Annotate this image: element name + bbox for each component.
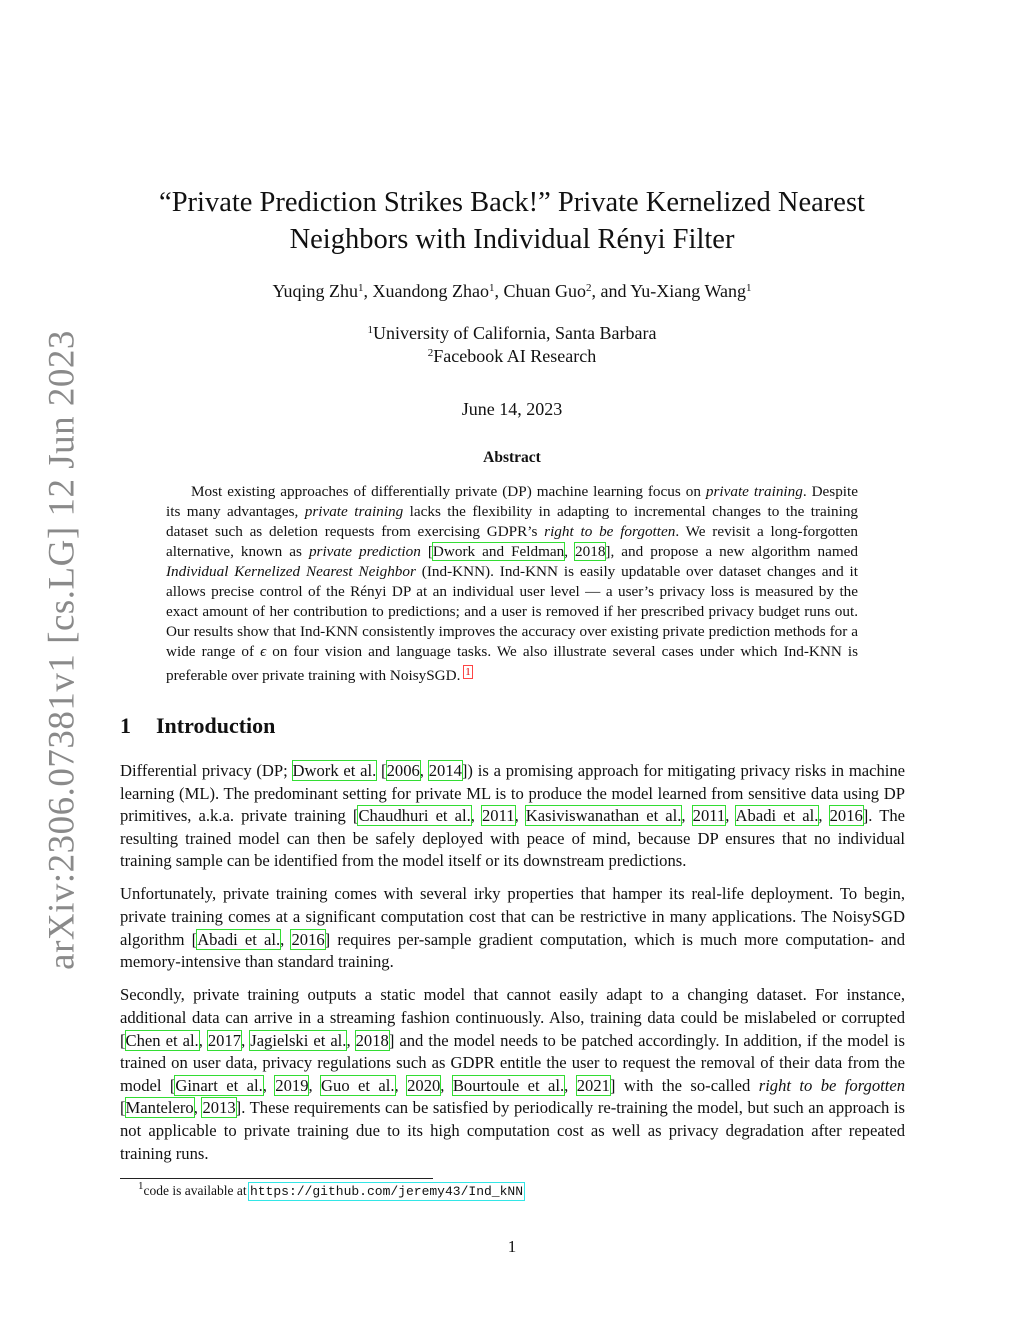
section-number: 1 <box>120 713 131 738</box>
paragraph: Differential privacy (DP; Dwork et al. [2006, 2014]) is a promising approach for mitigating privacy risks in machine learning (ML). The predominant setting for private ML is to produce the model learned from sensitive data using DP primitives, a.k.a. private training [Chaudhuri et al., 2011, Kasiviswanathan et al., 2011, Abadi et al., 2016]. The resulting trained model can then be safely deployed with peace of mind, because DP ensures that no individual training sample can be identified from the model itself or its downstream predictions. <box>120 761 906 871</box>
citation-link[interactable]: Mantelero <box>125 1098 194 1118</box>
citation-link[interactable]: 2011 <box>481 806 515 826</box>
citation-link[interactable]: Kasiviswanathan et al. <box>525 806 682 826</box>
author-list: Yuqing Zhu$^1$, Xuandong Zhao$^1$, Chuan Guo$^2$, and Yu-Xiang Wang$^1$ <box>272 281 752 301</box>
citation-link[interactable]: 2019 <box>275 1075 309 1095</box>
abstract-heading: Abstract <box>483 449 541 466</box>
page-number: 1 <box>507 1237 517 1256</box>
body-text <box>120 760 905 1176</box>
citation-link[interactable]: Dwork et al. <box>292 761 377 780</box>
section-title: Introduction <box>156 713 276 738</box>
affiliations <box>0 322 1024 368</box>
citation-link[interactable]: 2017 <box>207 1030 242 1050</box>
arxiv-identifier: arXiv:2306.07381v1 [cs.LG] 12 Jun 2023 <box>41 330 83 970</box>
paper-title: “Private Prediction Strikes Back!” Private Kernelized Nearest Neighbors with Individual Rényi Filter <box>159 187 865 255</box>
citation-link[interactable]: 2016 <box>829 806 863 826</box>
citation-link[interactable]: Chen et al. <box>125 1030 199 1050</box>
author-name: Xuandong Zhao <box>372 281 489 301</box>
author-affiliation-mark: 1 <box>357 282 364 294</box>
code-url-link[interactable]: https://github.com/jeremy43/Ind_kNN <box>249 1184 523 1199</box>
paragraph: Unfortunately, private training comes with several irky properties that hamper its real-life deployment. To begin, private training comes at a significant computation cost that can be restrictive in many applications. The NoisySGD algorithm [Abadi et al., 2016] requires per-sample gradient computation, which is much more computation- and memory-intensive than standard training. <box>120 884 906 972</box>
footnote: $^1$code is available at https://github.com/jeremy43/Ind_kNN <box>138 1180 523 1199</box>
citation-link[interactable]: 2016 <box>291 929 325 949</box>
citation-link[interactable]: Dwork and Feldman <box>432 543 565 560</box>
citation-link[interactable]: Ginart et al. <box>175 1075 263 1095</box>
citation-link[interactable]: 2013 <box>202 1098 236 1118</box>
citation-link[interactable]: 2018 <box>575 543 606 560</box>
abstract-text: Most existing approaches of differentially private (DP) machine learning focus on private training. Despite its many advantages, private training lacks the flexibility in adapting to incremental changes to the training dataset such as deletion requests from exercising GDPR’s right to be forgotten. We revisit a long-forgotten alternative, known as private prediction [Dwork and Feldman, 2018], and propose a new algorithm named Individual Kernelized Nearest Neighbor (Ind-KNN). Ind-KNN is easily updatable over dataset changes and it allows precise control of the Rényi DP at an individual user level — a user’s privacy loss is measured by the exact amount of her contribution to predictions; and a user is removed if her prescribed privacy budget runs out. Our results show that Ind-KNN consistently improves the accuracy over existing private prediction methods for a wide range of ϵ on four vision and language tasks. We also illustrate several cases under which Ind-KNN is preferable over private training with NoisySGD. $^1$ <box>166 483 859 684</box>
author-affiliation-mark: 2 <box>585 282 592 294</box>
citation-link[interactable]: Abadi et al. <box>197 929 281 949</box>
citation-link[interactable]: 2018 <box>355 1030 389 1050</box>
citation-link[interactable]: Bourtoule et al. <box>452 1075 565 1095</box>
citation-link[interactable]: Abadi et al. <box>735 806 819 826</box>
citation-link[interactable]: 2011 <box>692 806 726 826</box>
footnote-mark: 1 <box>138 1180 144 1192</box>
section-heading <box>120 713 275 739</box>
footnote-link[interactable]: 1 <box>465 666 471 678</box>
citation-link[interactable]: 2014 <box>428 761 462 780</box>
author-affiliation-mark: 1 <box>488 282 495 294</box>
affiliation-line: $^1$University of California, Santa Barbara <box>367 323 657 343</box>
affiliation-line: $^2$Facebook AI Research <box>427 346 597 366</box>
citation-link[interactable]: 2020 <box>407 1075 441 1095</box>
author-name: Yuqing Zhu <box>272 281 358 301</box>
author-affiliation-mark: 1 <box>746 282 752 294</box>
footnote-divider <box>120 1178 433 1179</box>
citation-link[interactable]: Jagielski et al. <box>250 1030 347 1050</box>
citation-link[interactable]: 2021 <box>576 1075 610 1095</box>
paragraph: Secondly, private training outputs a static model that cannot easily adapt to a changing dataset. For instance, additional data can arrive in a streaming fashion continuously. Also, training data could be mislabeled or corrupted [Chen et al., 2017, Jagielski et al., 2018] and the model needs to be patched accordingly. In addition, if the model is trained on user data, privacy regulations such as GDPR entitle the user to request the removal of their data from the model [Ginart et al., 2019, Guo et al., 2020, Bourtoule et al., 2021] with the so-called right to be forgotten [Mantelero, 2013]. These requirements can be satisfied by periodically re-training the model, but such an approach is not applicable to private training due to its high computation cost as well as privacy degradation after repeated training runs. <box>120 985 906 1163</box>
author-name: Chuan Guo <box>503 281 586 301</box>
citation-link[interactable]: 2006 <box>386 761 420 780</box>
author-name: Yu-Xiang Wang <box>630 281 746 301</box>
publication-date: June 14, 2023 <box>461 399 563 419</box>
citation-link[interactable]: Chaudhuri et al. <box>358 806 471 826</box>
citation-link[interactable]: Guo et al. <box>321 1075 395 1095</box>
